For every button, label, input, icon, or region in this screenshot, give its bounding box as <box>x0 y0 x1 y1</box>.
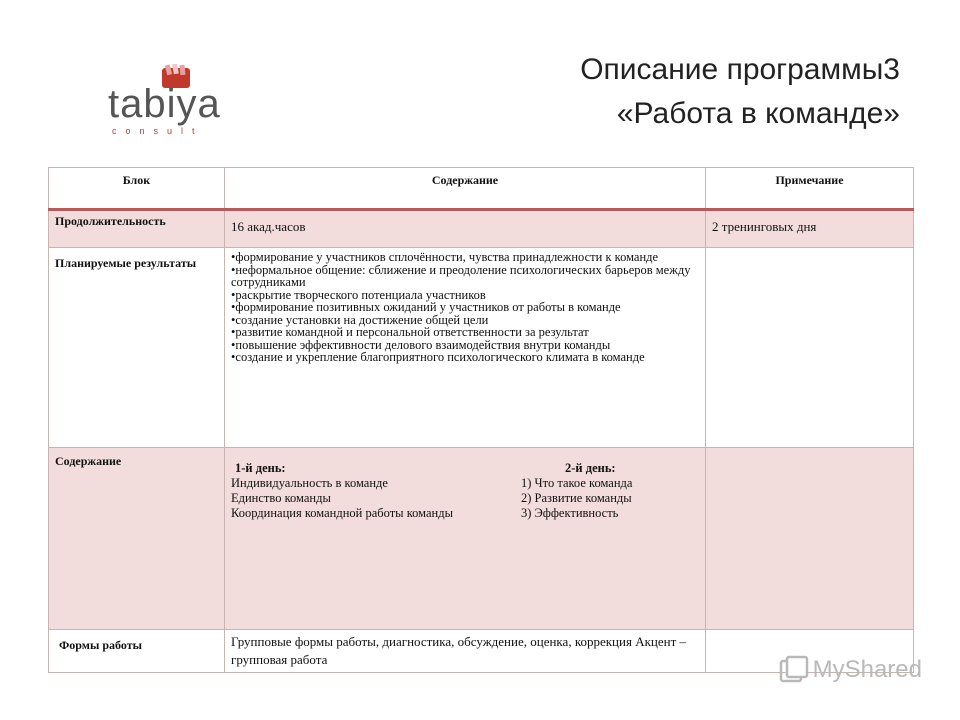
content-cell <box>225 448 706 630</box>
slides-icon <box>779 655 809 685</box>
result-item: • создание и укрепление благоприятного психологического климата в команде <box>231 351 699 364</box>
duration-label: Продолжительность <box>49 210 225 248</box>
results-row <box>49 248 914 448</box>
day-2-item: 1) Что такое команда <box>521 476 633 490</box>
results-note <box>706 248 914 448</box>
day-1-title: 1-й день: <box>235 461 286 475</box>
result-item: • неформальное общение: сближение и преодоление психологических барьеров между сотрудниками <box>231 264 699 289</box>
content-note <box>706 448 914 630</box>
logo-subtitle: consult <box>112 126 204 136</box>
header-content: Содержание <box>225 168 706 210</box>
content-row <box>49 448 914 630</box>
duration-row <box>49 210 914 248</box>
page-title <box>580 48 900 136</box>
day-1 <box>231 461 521 521</box>
title-line-1: Описание программы3 <box>580 53 900 86</box>
header-note: Примечание <box>706 168 914 210</box>
day-2-item: 2) Развитие команды <box>521 491 632 505</box>
day-2-item: 3) Эффективность <box>521 506 619 520</box>
results-content <box>225 248 706 448</box>
result-item: • создание установки на достижение общей цели <box>231 314 699 327</box>
result-item: • развитие командной и персональной ответственности за результат <box>231 326 699 339</box>
header-row <box>49 168 914 210</box>
results-label: Планируемые результаты <box>49 248 225 448</box>
duration-note: 2 тренинговых дня <box>706 210 914 248</box>
program-table <box>48 167 914 673</box>
result-item: • формирование у участников сплочённости, чувства принадлежности к команде <box>231 251 699 264</box>
results-list <box>231 251 699 364</box>
result-item: • раскрытие творческого потенциала участников <box>231 289 699 302</box>
myshared-watermark <box>779 655 922 685</box>
day-1-item: Координация командной работы команды <box>231 506 453 520</box>
day-1-item: Единство команды <box>231 491 331 505</box>
logo-wordmark: tabiya <box>108 82 221 126</box>
forms-label: Формы работы <box>49 630 225 673</box>
title-line-2: «Работа в команде» <box>616 97 900 130</box>
duration-content: 16 акад.часов <box>225 210 706 248</box>
result-item: • повышение эффективности делового взаимодействия внутри команды <box>231 339 699 352</box>
forms-content: Групповые формы работы, диагностика, обсуждение, оценка, коррекция Акцент – групповая работа <box>225 630 706 673</box>
result-item: • формирование позитивных ожиданий у участников от работы в команде <box>231 301 699 314</box>
day-1-item: Индивидуальность в команде <box>231 476 388 490</box>
header-block: Блок <box>49 168 225 210</box>
content-label: Содержание <box>49 448 225 630</box>
watermark-text: MyShared <box>812 656 922 683</box>
day-2 <box>521 461 632 521</box>
tabiya-logo <box>108 62 248 140</box>
day-2-title: 2-й день: <box>565 461 616 475</box>
